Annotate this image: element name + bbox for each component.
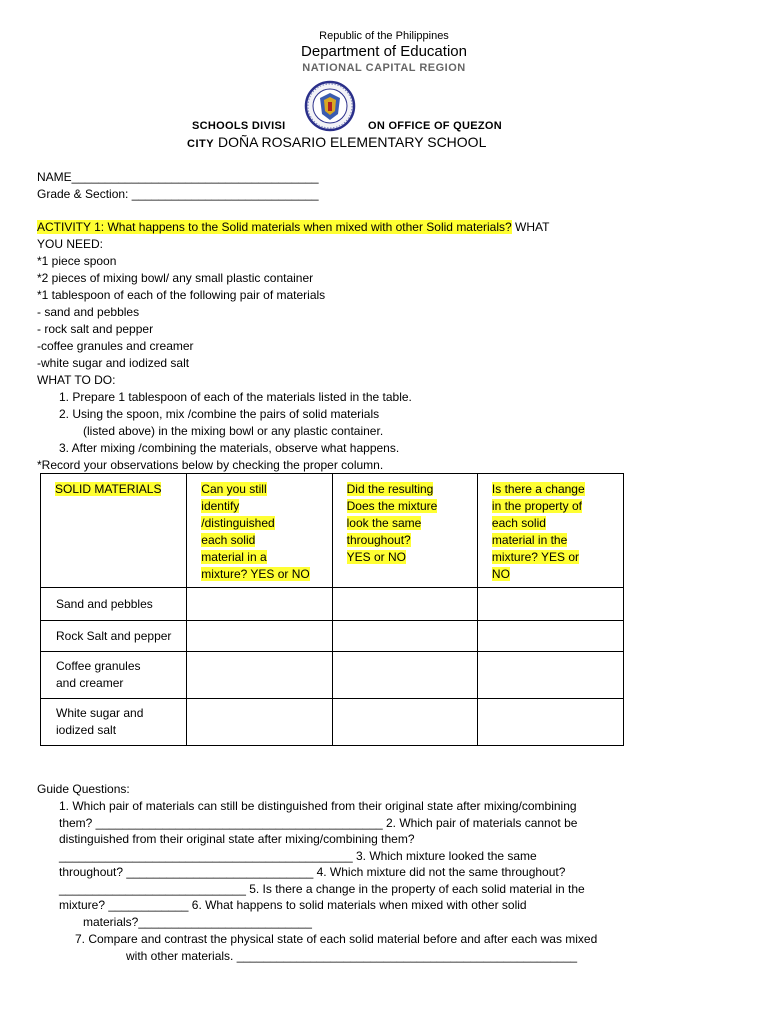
header-line: mixture? YES or NO bbox=[201, 567, 310, 581]
header-line: Does the mixture bbox=[346, 499, 438, 513]
header-line: identify bbox=[201, 499, 240, 513]
table-header-row bbox=[41, 474, 624, 588]
header-line: in the property of bbox=[491, 499, 582, 513]
guide-line: 1. Which pair of materials can still be distinguished from their original state after mixing/combining bbox=[59, 799, 577, 813]
grade-section-field[interactable]: Grade & Section: ____________________________ bbox=[37, 187, 319, 201]
department-label: Department of Education bbox=[301, 43, 467, 60]
guide-line: ____________________________________________ 3. Which mixture looked the same bbox=[59, 849, 537, 863]
header-cell-property-change bbox=[477, 474, 623, 588]
need-item: - rock salt and pepper bbox=[37, 322, 154, 336]
record-instruction: *Record your observations below by checking the proper column. bbox=[37, 458, 384, 472]
answer-cell[interactable] bbox=[187, 652, 332, 699]
header-line: Is there a change bbox=[491, 482, 585, 496]
need-item: *1 piece spoon bbox=[37, 254, 117, 268]
activity-title bbox=[37, 219, 549, 236]
step-item: 2. Using the spoon, mix /combine the pairs of solid materials bbox=[59, 407, 380, 421]
header-line: each solid bbox=[491, 516, 546, 530]
guide-line: 7. Compare and contrast the physical state of each solid material before and after each was mixed bbox=[75, 932, 598, 946]
table-row bbox=[41, 621, 624, 652]
guide-title: Guide Questions: bbox=[37, 782, 130, 796]
answer-cell[interactable] bbox=[477, 588, 623, 621]
guide-line: mixture? ____________ 6. What happens to solid materials when mixed with other solid bbox=[59, 898, 527, 912]
row-label: and creamer bbox=[56, 676, 124, 690]
guide-line: ____________________________ 5. Is there a change in the property of each solid material in the bbox=[59, 882, 585, 896]
guide-line: throughout? ____________________________ 4. Which mixture did not the same throughout? bbox=[59, 865, 566, 879]
guide-line: with other materials. ___________________________________________________ bbox=[126, 949, 578, 963]
table-row bbox=[41, 652, 624, 699]
header-line: Can you still bbox=[201, 482, 267, 496]
header-line: mixture? YES or bbox=[491, 550, 580, 564]
step-item: 1. Prepare 1 tablespoon of each of the materials listed in the table. bbox=[59, 390, 412, 404]
answer-cell[interactable] bbox=[187, 621, 332, 652]
division-label-right: ON OFFICE OF QUEZON bbox=[368, 120, 503, 132]
need-item: *1 tablespoon of each of the following pair of materials bbox=[37, 288, 326, 302]
step-item: (listed above) in the mixing bowl or any plastic container. bbox=[83, 424, 384, 438]
region-label: NATIONAL CAPITAL REGION bbox=[302, 62, 466, 74]
step-item: 3. After mixing /combining the materials, observe what happens. bbox=[59, 441, 400, 455]
row-label: iodized salt bbox=[56, 723, 117, 737]
answer-cell[interactable] bbox=[477, 699, 623, 746]
header-line: Did the resulting bbox=[346, 482, 434, 496]
row-label-cell bbox=[41, 621, 187, 652]
table-row bbox=[41, 588, 624, 621]
answer-cell[interactable] bbox=[332, 588, 477, 621]
answer-cell[interactable] bbox=[477, 621, 623, 652]
row-label: Rock Salt and pepper bbox=[56, 628, 172, 643]
observation-table bbox=[40, 473, 624, 746]
answer-cell[interactable] bbox=[477, 652, 623, 699]
header-cell-same-throughout bbox=[332, 474, 477, 588]
row-label: Coffee granules bbox=[56, 659, 141, 673]
need-item: *2 pieces of mixing bowl/ any small plastic container bbox=[37, 271, 314, 285]
republic-label: Republic of the Philippines bbox=[319, 30, 449, 42]
name-field[interactable]: NAME_____________________________________ bbox=[37, 170, 319, 184]
answer-cell[interactable] bbox=[187, 588, 332, 621]
header-line: look the same bbox=[346, 516, 422, 530]
what-to-do-label: WHAT TO DO: bbox=[37, 373, 116, 387]
header-line: YES or NO bbox=[346, 550, 406, 564]
row-label: White sugar and bbox=[56, 706, 144, 720]
header-line: SOLID MATERIALS bbox=[55, 482, 162, 496]
header-line: each solid bbox=[201, 533, 256, 547]
row-label: Sand and pebbles bbox=[56, 596, 153, 611]
answer-cell[interactable] bbox=[332, 699, 477, 746]
table-row bbox=[41, 699, 624, 746]
guide-line: materials?__________________________ bbox=[83, 915, 312, 929]
city-label: CITY bbox=[187, 138, 215, 150]
header-cell-solid-materials bbox=[41, 474, 187, 588]
row-label-cell bbox=[41, 699, 187, 746]
header-cell-identify bbox=[187, 474, 332, 588]
what-prefix: WHAT bbox=[515, 220, 550, 234]
division-label-left: SCHOOLS DIVISI bbox=[192, 120, 286, 132]
header-line: material in the bbox=[491, 533, 568, 547]
need-item: - sand and pebbles bbox=[37, 305, 140, 319]
answer-cell[interactable] bbox=[332, 652, 477, 699]
header-line: material in a bbox=[201, 550, 267, 564]
row-label-cell bbox=[41, 588, 187, 621]
answer-cell[interactable] bbox=[332, 621, 477, 652]
answer-cell[interactable] bbox=[187, 699, 332, 746]
row-label-cell bbox=[41, 652, 187, 699]
activity-title-highlight: ACTIVITY 1: What happens to the Solid materials when mixed with other Solid materials? bbox=[37, 220, 512, 234]
header-line: /distinguished bbox=[201, 516, 275, 530]
need-item: -white sugar and iodized salt bbox=[37, 356, 190, 370]
school-name: DOÑA ROSARIO ELEMENTARY SCHOOL bbox=[217, 134, 487, 150]
deped-seal-icon bbox=[292, 80, 368, 132]
school-title bbox=[187, 134, 486, 150]
need-item: -coffee granules and creamer bbox=[37, 339, 194, 353]
you-need-label: YOU NEED: bbox=[37, 237, 104, 251]
header-line: NO bbox=[491, 567, 510, 581]
guide-line: distinguished from their original state after mixing/combining them? bbox=[59, 832, 415, 846]
guide-line: them? ___________________________________________ 2. Which pair of materials cannot be bbox=[59, 816, 578, 830]
header-line: throughout? bbox=[346, 533, 411, 547]
